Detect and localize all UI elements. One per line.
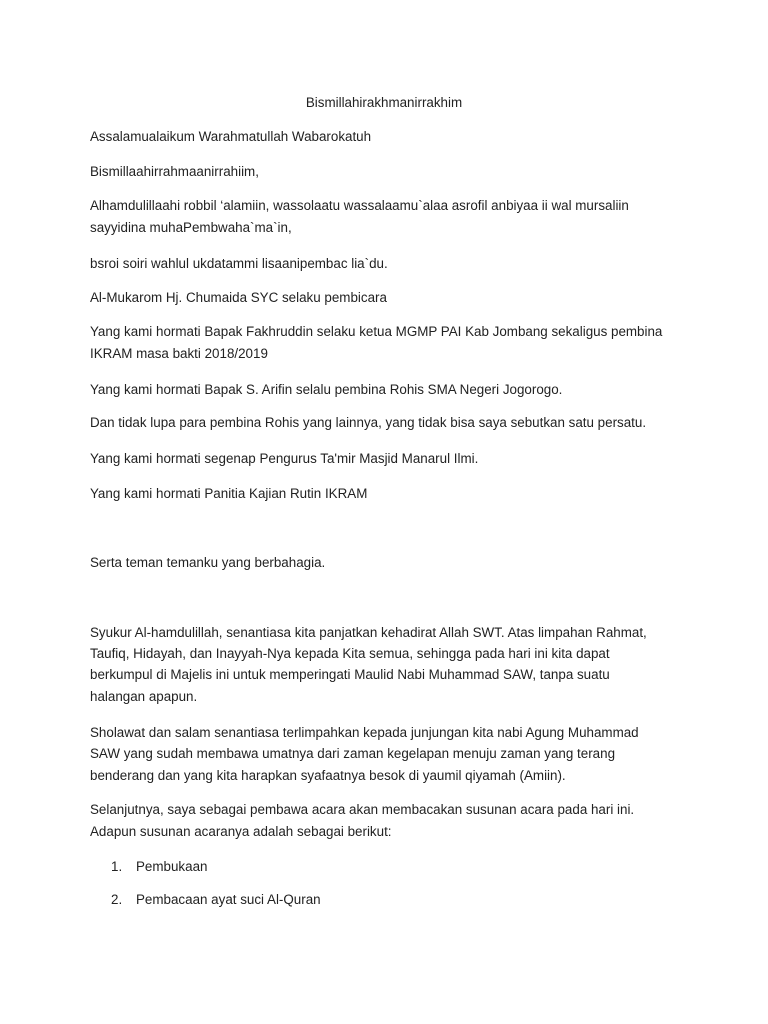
paragraph-line: Selanjutnya, saya sebagai pembawa acara akan membacakan susunan acara pada hari ini. [90, 802, 635, 817]
paragraph-line: Yang kami hormati segenap Pengurus Ta'mir Masjid Manarul Ilmi. [90, 451, 479, 466]
paragraph-line: Al-Mukarom Hj. Chumaida SYC selaku pembicara [90, 290, 387, 305]
paragraph-line: Syukur Al-hamdulillah, senantiasa kita panjatkan kehadirat Allah SWT. Atas limpahan Rahmat, [90, 625, 647, 640]
paragraph-line: Sholawat dan salam senantiasa terlimpahkan kepada junjungan kita nabi Agung Muhammad [90, 725, 639, 740]
paragraph-line: Yang kami hormati Panitia Kajian Rutin IKRAM [90, 486, 368, 501]
paragraph-line: halangan apapun. [90, 689, 198, 704]
paragraph-line: Yang kami hormati Bapak S. Arifin selalu pembina Rohis SMA Negeri Jogorogo. [90, 382, 563, 397]
paragraph-line: Adapun susunan acaranya adalah sebagai berikut: [90, 824, 392, 839]
paragraph-line: Serta teman temanku yang berbahagia. [90, 555, 326, 570]
paragraph-line: Alhamdulillaahi robbil ‘alamiin, wassolaatu wassalaamu`alaa asrofil anbiyaa ii wal mursaliin [90, 198, 629, 213]
paragraph-line: SAW yang sudah membawa umatnya dari zaman kegelapan menuju zaman yang terang [90, 746, 616, 761]
list-item-text: Pembacaan ayat suci Al-Quran [136, 892, 321, 907]
paragraph-line: Dan tidak lupa para pembina Rohis yang lainnya, yang tidak bisa saya sebutkan satu persatu. [90, 415, 647, 430]
paragraph-line: sayyidina muhaPembwaha`ma`in, [90, 220, 292, 235]
list-item-text: Pembukaan [136, 859, 208, 874]
paragraph-line: Taufiq, Hidayah, dan Inayyah-Nya kepada Kita semua, sehingga pada hari ini kita dapat [90, 646, 610, 661]
document-title: Bismillahirakhmanirrakhim [305, 95, 463, 110]
paragraph-line: IKRAM masa bakti 2018/2019 [90, 346, 268, 361]
paragraph-line: Assalamualaikum Warahmatullah Wabarokatuh [90, 129, 372, 144]
paragraph-line: berkumpul di Majelis ini untuk memperingati Maulid Nabi Muhammad SAW, tanpa suatu [90, 667, 610, 682]
paragraph-line: benderang dan yang kita harapkan syafaatnya besok di yaumil qiyamah (Amiin). [90, 768, 566, 783]
list-item-number: 2. [111, 892, 123, 907]
paragraph-line: Bismillaahirrahmaanirrahiim, [90, 164, 259, 179]
paragraph-line: bsroi soiri wahlul ukdatammi lisaanipembac lia`du. [90, 256, 388, 271]
paragraph-line: Yang kami hormati Bapak Fakhruddin selaku ketua MGMP PAI Kab Jombang sekaligus pembina [90, 324, 663, 339]
list-item-number: 1. [111, 859, 123, 874]
